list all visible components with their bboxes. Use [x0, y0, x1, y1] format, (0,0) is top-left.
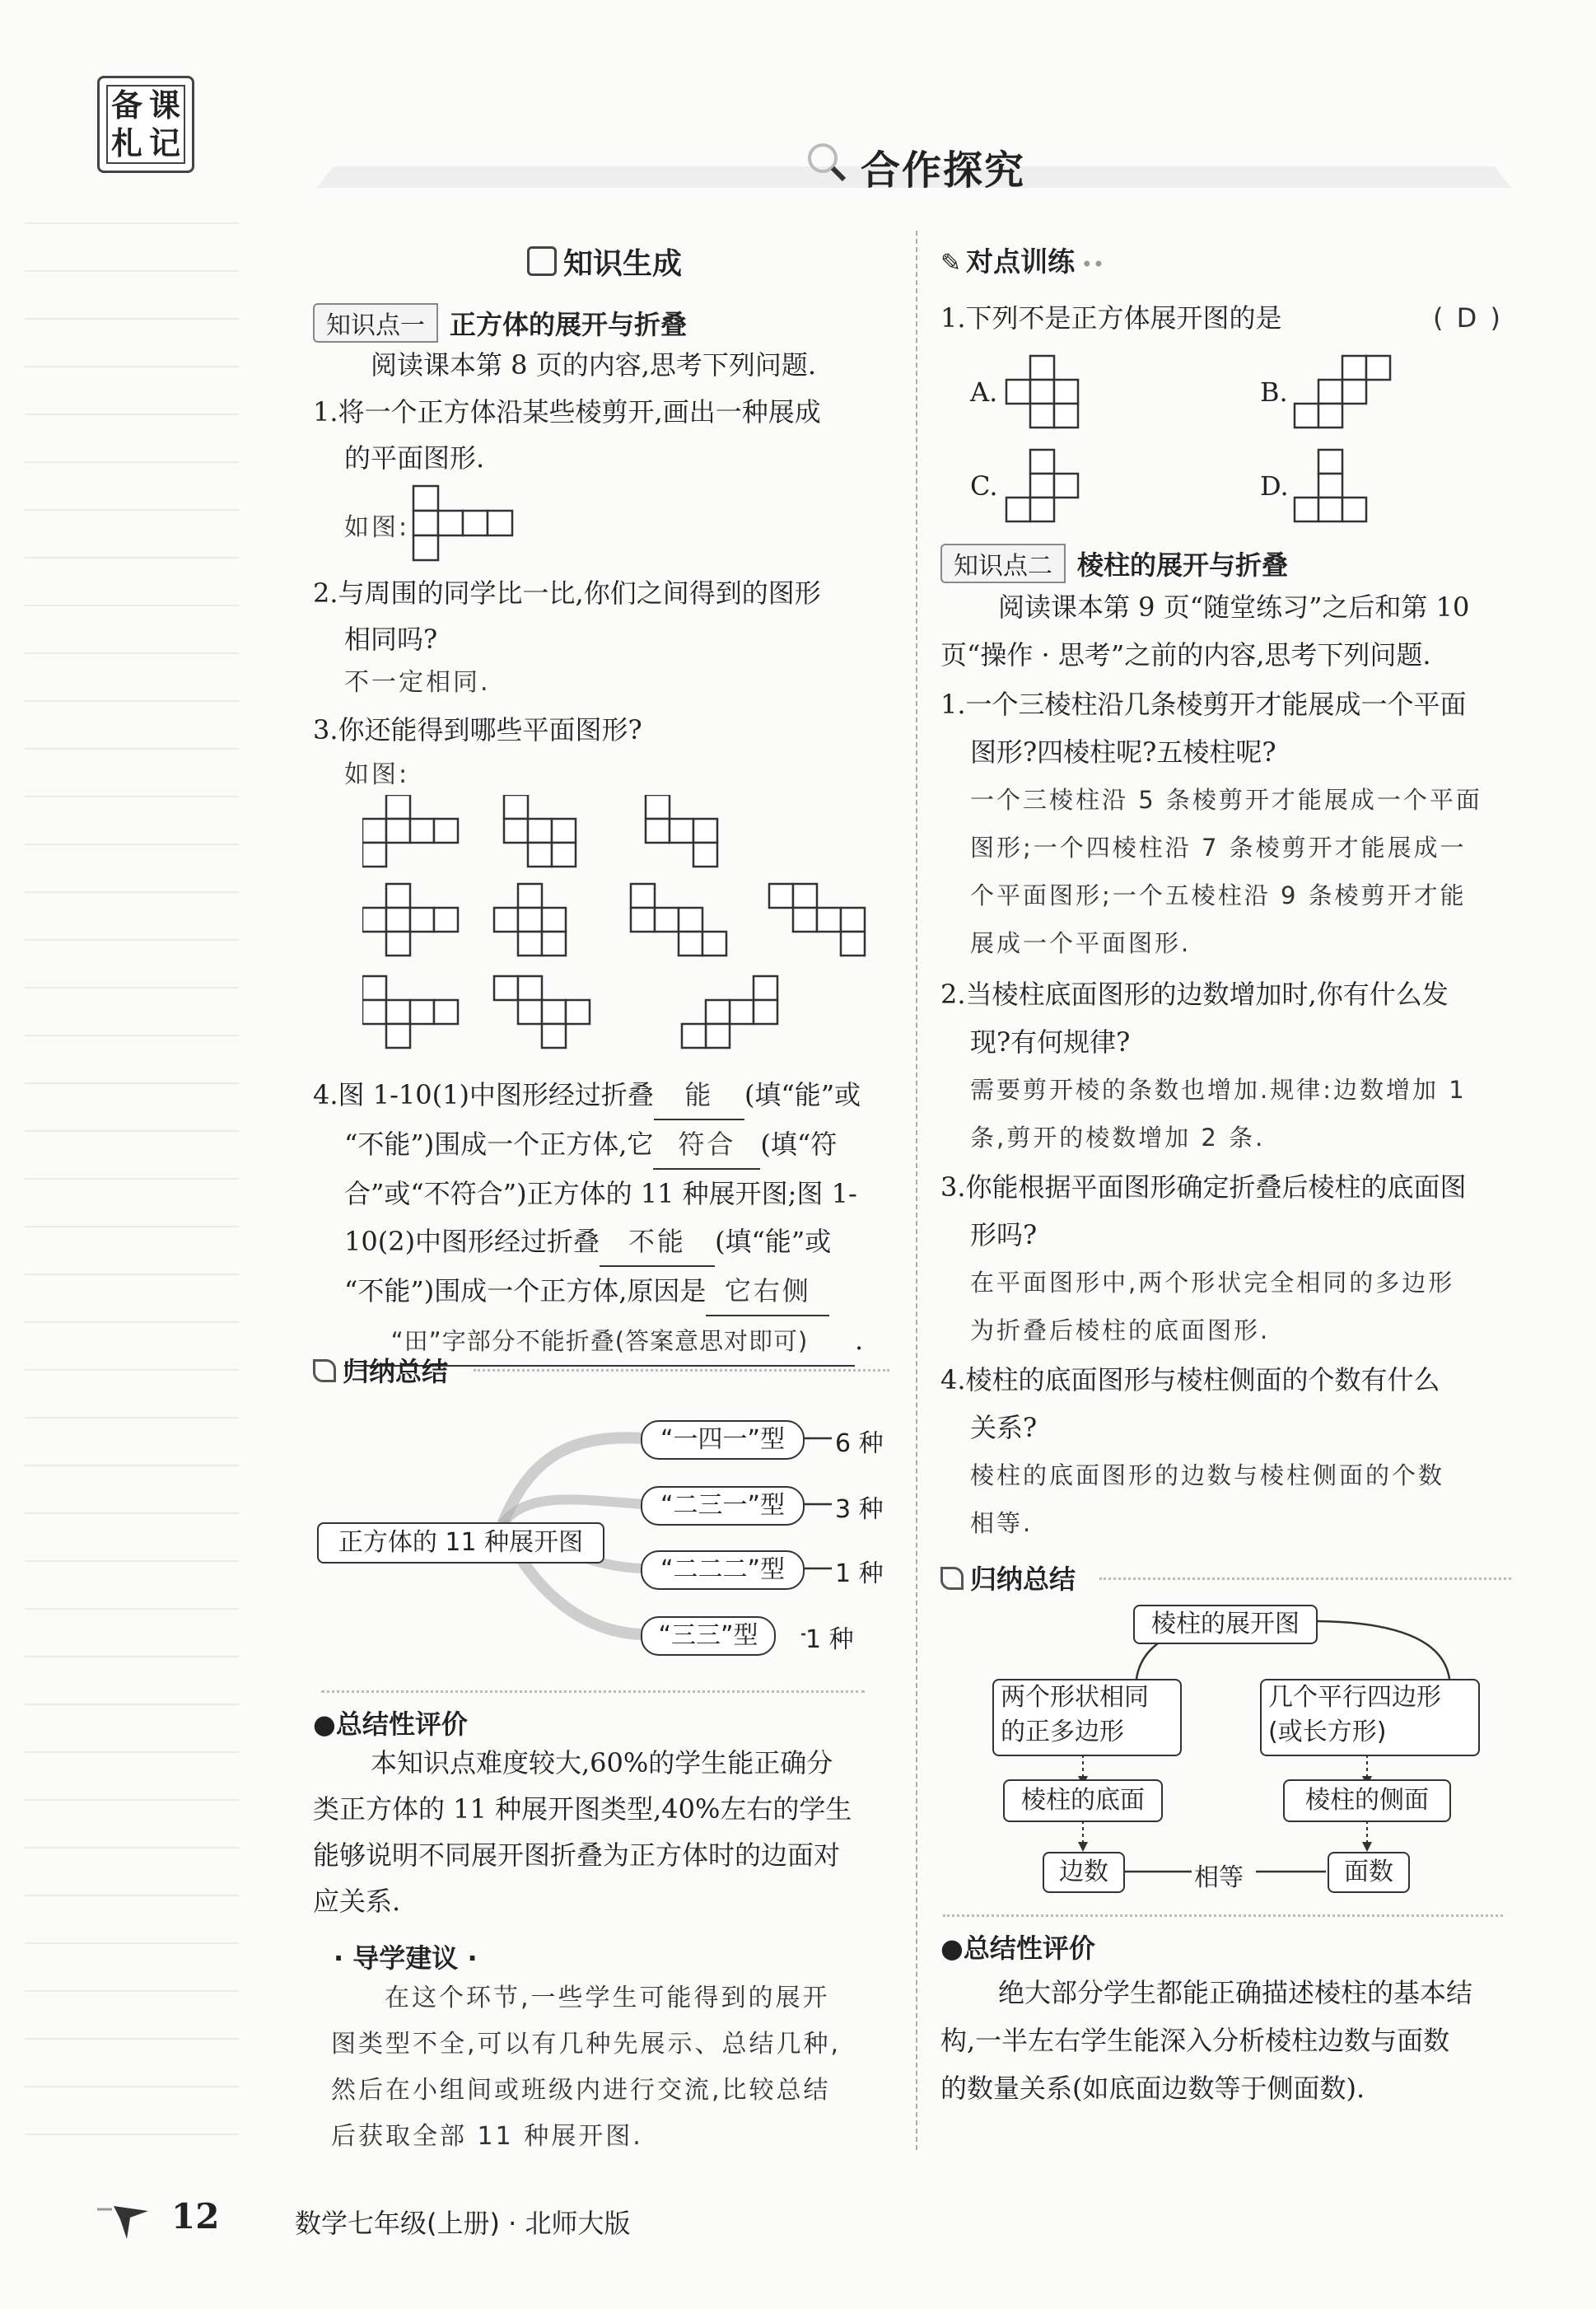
practice-q1: 1.下列不是正方体展开图的是: [940, 302, 1282, 334]
kp2-question-3: 3.你能根据平面图形确定折叠后棱柱的底面图 形吗?: [940, 1171, 1467, 1250]
eval-text-right: 绝大部分学生都能正确描述棱柱的基本结 构,一半左右学生能深入分析棱柱边数与面数 的数量关系(如底面边数等于侧面数).: [940, 1977, 1473, 2104]
leaf-icon: [940, 1567, 964, 1590]
guide-text: 在这个环节,一些学生可能得到的展开 图类型不全,可以有几种先展示、总结几种, 然后在小组间或班级内进行交流,比较总结 后获取全部 11 种展开图.: [331, 1984, 842, 2151]
option-label: C.: [970, 470, 998, 502]
q4-blank-4: 它右侧: [706, 1267, 829, 1316]
column-divider: [916, 231, 917, 2150]
kp2-title: 棱柱的展开与折叠: [1077, 549, 1289, 581]
cube-net: [494, 884, 566, 956]
practice-options-figure: [988, 346, 1400, 527]
kp2-question-2: 2.当棱柱底面图形的边数增加时,你有什么发 现?有何规律?: [940, 979, 1449, 1058]
kp2-question-1: 1.一个三棱柱沿几条棱剪开才能展成一个平面 图形?四棱柱呢?五棱柱呢?: [940, 689, 1467, 768]
question-1: 1.将一个正方体沿某些棱剪开,画出一种展成 的平面图形.: [313, 396, 821, 474]
kp2-q3-answer: 在平面图形中,两个形状完全相同的多边形 为折叠后棱柱的底面图形.: [970, 1269, 1455, 1344]
cube-net: [682, 976, 777, 1048]
mindmap-branch-type: “一四一”型: [641, 1420, 805, 1460]
eval-text-left: 本知识点难度较大,60%的学生能正确分 类正方体的 11 种展开图类型,40%左右的学生 能够说明不同展开图折叠为正方体时的边面对 应关系.: [313, 1747, 852, 1917]
q1-net-figure: [412, 484, 519, 563]
kp2-tag: 知识点二: [940, 544, 1066, 583]
option-label: A.: [970, 376, 998, 408]
flow-top: 棱柱的展开图: [1133, 1605, 1318, 1644]
q4-blank-3: 不能: [600, 1218, 715, 1267]
book-title: 数学七年级(上册) · 北师大版: [295, 2208, 631, 2239]
flow-left-desc: 两个形状相同 的正多边形: [992, 1679, 1182, 1756]
flow-equal: 相等: [1194, 1863, 1244, 1892]
cube-net: [769, 884, 865, 956]
question-4: 4.图 1-10(1)中图形经过折叠 能 (填“能”或 “不能”)围成一个正方体,它 符合 (填“符 合”或“不符合”)正方体的 11 种展开图;图 1- 10(2)中图形经过折叠 不能 (填“能”或 “不能”)围成一个正方体,原因是 它右侧 “田”字部分不能折叠(答案意思对即可) .: [313, 1071, 863, 1367]
practice-title: ✎ 对点训练 ••: [940, 245, 1105, 278]
cube-net: [362, 976, 458, 1048]
eval-title-left: ●总结性评价: [313, 1708, 468, 1740]
logo-char: 课: [148, 86, 180, 124]
magnifier-icon: [803, 138, 849, 185]
kp2-q4-answer: 棱柱的底面图形的边数与棱柱侧面的个数 相等.: [970, 1461, 1445, 1537]
page-number: 12: [171, 2196, 220, 2237]
kp1-header: [313, 303, 687, 343]
eval-title-right: ●总结性评价: [940, 1933, 1095, 1964]
mindmap-root: 正方体的 11 种展开图: [317, 1522, 604, 1563]
leaf-icon: [313, 1359, 336, 1382]
cube-net: [646, 795, 717, 867]
option-a-net: [1006, 356, 1078, 428]
practice-q1-answer: ( D ): [1433, 302, 1503, 334]
summary-title-left: 归纳总结: [313, 1351, 448, 1389]
summary-title-right: 归纳总结: [940, 1559, 1076, 1596]
logo-char: 备: [110, 86, 142, 124]
mindmap-branch-type: “二三一”型: [641, 1486, 805, 1526]
kp2-header: [940, 544, 1288, 583]
flow-right-count: 面数: [1328, 1852, 1410, 1893]
mindmap-branch-count: 1 种: [805, 1625, 854, 1654]
kp2-intro: 阅读课本第 9 页“随堂练习”之后和第 10 页“操作 · 思考”之前的内容,思考下列问题.: [940, 591, 1470, 671]
mindmap-branch-type: “三三”型: [641, 1616, 776, 1656]
cube-net: [631, 884, 726, 956]
q3-answer-label: 如图:: [344, 760, 410, 789]
flow-left-count: 边数: [1043, 1852, 1125, 1893]
option-b-net: [1295, 356, 1390, 428]
pencil-icon: ✎: [940, 249, 962, 278]
guide-title: · 导学建议 ·: [334, 1942, 478, 1974]
section-title: 知识生成: [527, 241, 682, 283]
kp2-q1-answer: 一个三棱柱沿 5 条棱剪开才能展成一个平面 图形;一个四棱柱沿 7 条棱剪开才能展成一 个平面图形;一个五棱柱沿 9 条棱剪开才能 展成一个平面图形.: [970, 786, 1482, 957]
option-label: B.: [1260, 376, 1288, 408]
kp2-q2-answer: 需要剪开棱的条数也增加.规律:边数增加 1 条,剪开的棱数增加 2 条.: [970, 1076, 1467, 1152]
mindmap-branch-type: “二二二”型: [641, 1550, 805, 1590]
option-label: D.: [1260, 470, 1289, 502]
question-2: 2.与周围的同学比一比,你们之间得到的图形 相同吗?: [313, 577, 821, 655]
q4-blank-1: 能: [654, 1071, 744, 1120]
question-3: 3.你还能得到哪些平面图形?: [313, 714, 642, 746]
flow-right-desc: 几个平行四边形 (或长方形): [1260, 1679, 1480, 1756]
note-logo: [97, 76, 194, 173]
q2-answer: 不一定相同.: [344, 668, 491, 697]
cube-net: [362, 884, 458, 956]
option-c-net: [1006, 450, 1078, 521]
kp1-tag: 知识点一: [313, 303, 438, 343]
q4-blank-2: 符合: [653, 1120, 760, 1170]
flow-right-name: 棱柱的侧面: [1283, 1779, 1451, 1822]
mindmap-branch-count: 1 种: [835, 1559, 884, 1588]
cube-net: [494, 976, 590, 1048]
cube-net: [504, 795, 576, 867]
flow-left-name: 棱柱的底面: [1003, 1779, 1163, 1822]
mindmap-branch-count: 6 种: [835, 1429, 884, 1458]
logo-char: 札: [110, 124, 142, 161]
document-icon: [527, 246, 557, 276]
logo-char: 记: [148, 124, 180, 161]
page-title: 合作探究: [861, 147, 1026, 194]
option-d-net: [1295, 450, 1366, 521]
cube-net: [362, 795, 458, 867]
footer-ornament-icon: [97, 2199, 155, 2241]
q3-nets-figure: [362, 795, 889, 1067]
kp2-question-4: 4.棱柱的底面图形与棱柱侧面的个数有什么 关系?: [940, 1364, 1440, 1443]
q1-answer-label: 如图:: [344, 513, 410, 542]
kp1-intro: 阅读课本第 8 页的内容,思考下列问题.: [371, 349, 817, 381]
mindmap-branch-count: 3 种: [835, 1495, 884, 1524]
q4-blank-5: “田”字部分不能折叠(答案意思对即可): [344, 1317, 855, 1367]
kp1-title: 正方体的展开与折叠: [450, 309, 688, 340]
